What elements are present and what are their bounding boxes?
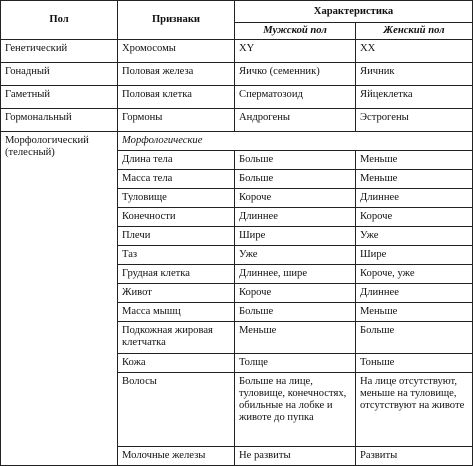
female-cell: Длиннее [356, 284, 473, 303]
table-row [1, 40, 473, 63]
female-cell: Короче, уже [356, 265, 473, 284]
sign-cell: Подкожная жировая клетчатка [118, 322, 235, 354]
header-characteristic: Характеристика [235, 1, 473, 23]
male-cell: Толще [235, 354, 356, 373]
female-cell: Шире [356, 246, 473, 265]
sign-cell: Половая железа [118, 63, 235, 86]
male-cell: Короче [235, 189, 356, 208]
male-cell: Не развиты [235, 447, 356, 466]
sign-cell: Конечности [118, 208, 235, 227]
female-cell: Развиты [356, 447, 473, 466]
sign-cell: Кожа [118, 354, 235, 373]
sign-cell: Длина тела [118, 151, 235, 170]
female-cell: Больше [356, 322, 473, 354]
male-cell: Уже [235, 246, 356, 265]
sex-cell: Генетический [1, 40, 118, 63]
male-cell: Больше на лице, туловище, конечностях, обильные на лобке и животе до пупка [235, 373, 356, 447]
morph-subheader: Морфологические [118, 132, 473, 151]
male-cell: Больше [235, 303, 356, 322]
sex-cell: Гонадный [1, 63, 118, 86]
sign-cell: Масса мышц [118, 303, 235, 322]
sex-cell: Гаметный [1, 86, 118, 109]
male-cell: Длиннее [235, 208, 356, 227]
male-cell: XY [235, 40, 356, 63]
female-cell: Эстрогены [356, 109, 473, 132]
sign-cell: Молочные железы [118, 447, 235, 466]
female-cell: Длиннее [356, 189, 473, 208]
header-sex: Пол [1, 1, 118, 40]
header-row [1, 1, 473, 23]
female-cell: На лице отсутствуют, меньше на туловище, отсутствуют на животе [356, 373, 473, 447]
sign-cell: Таз [118, 246, 235, 265]
male-cell: Андрогены [235, 109, 356, 132]
female-cell: Меньше [356, 151, 473, 170]
male-cell: Длиннее, шире [235, 265, 356, 284]
female-cell: Короче [356, 208, 473, 227]
female-cell: Тоньше [356, 354, 473, 373]
header-female: Женский пол [356, 23, 473, 40]
sex-cell-morphological: Морфологический (телесный) [1, 132, 118, 466]
morph-subheader-row [1, 132, 473, 151]
sign-cell: Гормоны [118, 109, 235, 132]
table-row [1, 109, 473, 132]
sign-cell: Грудная клетка [118, 265, 235, 284]
male-cell: Больше [235, 170, 356, 189]
female-cell: Меньше [356, 303, 473, 322]
sign-cell: Волосы [118, 373, 235, 447]
sex-cell: Гормональный [1, 109, 118, 132]
sign-cell: Половая клетка [118, 86, 235, 109]
table-row [1, 86, 473, 109]
sign-cell: Туловище [118, 189, 235, 208]
female-cell: Яичник [356, 63, 473, 86]
sign-cell: Плечи [118, 227, 235, 246]
table-row [1, 63, 473, 86]
female-cell: Меньше [356, 170, 473, 189]
male-cell: Шире [235, 227, 356, 246]
sign-cell: Живот [118, 284, 235, 303]
header-signs: Признаки [118, 1, 235, 40]
female-cell: Уже [356, 227, 473, 246]
male-cell: Короче [235, 284, 356, 303]
male-cell: Меньше [235, 322, 356, 354]
sign-cell: Хромосомы [118, 40, 235, 63]
male-cell: Больше [235, 151, 356, 170]
header-male: Мужской пол [235, 23, 356, 40]
male-cell: Сперматозоид [235, 86, 356, 109]
sign-cell: Масса тела [118, 170, 235, 189]
female-cell: Яйцеклетка [356, 86, 473, 109]
female-cell: XX [356, 40, 473, 63]
male-cell: Яичко (семенник) [235, 63, 356, 86]
